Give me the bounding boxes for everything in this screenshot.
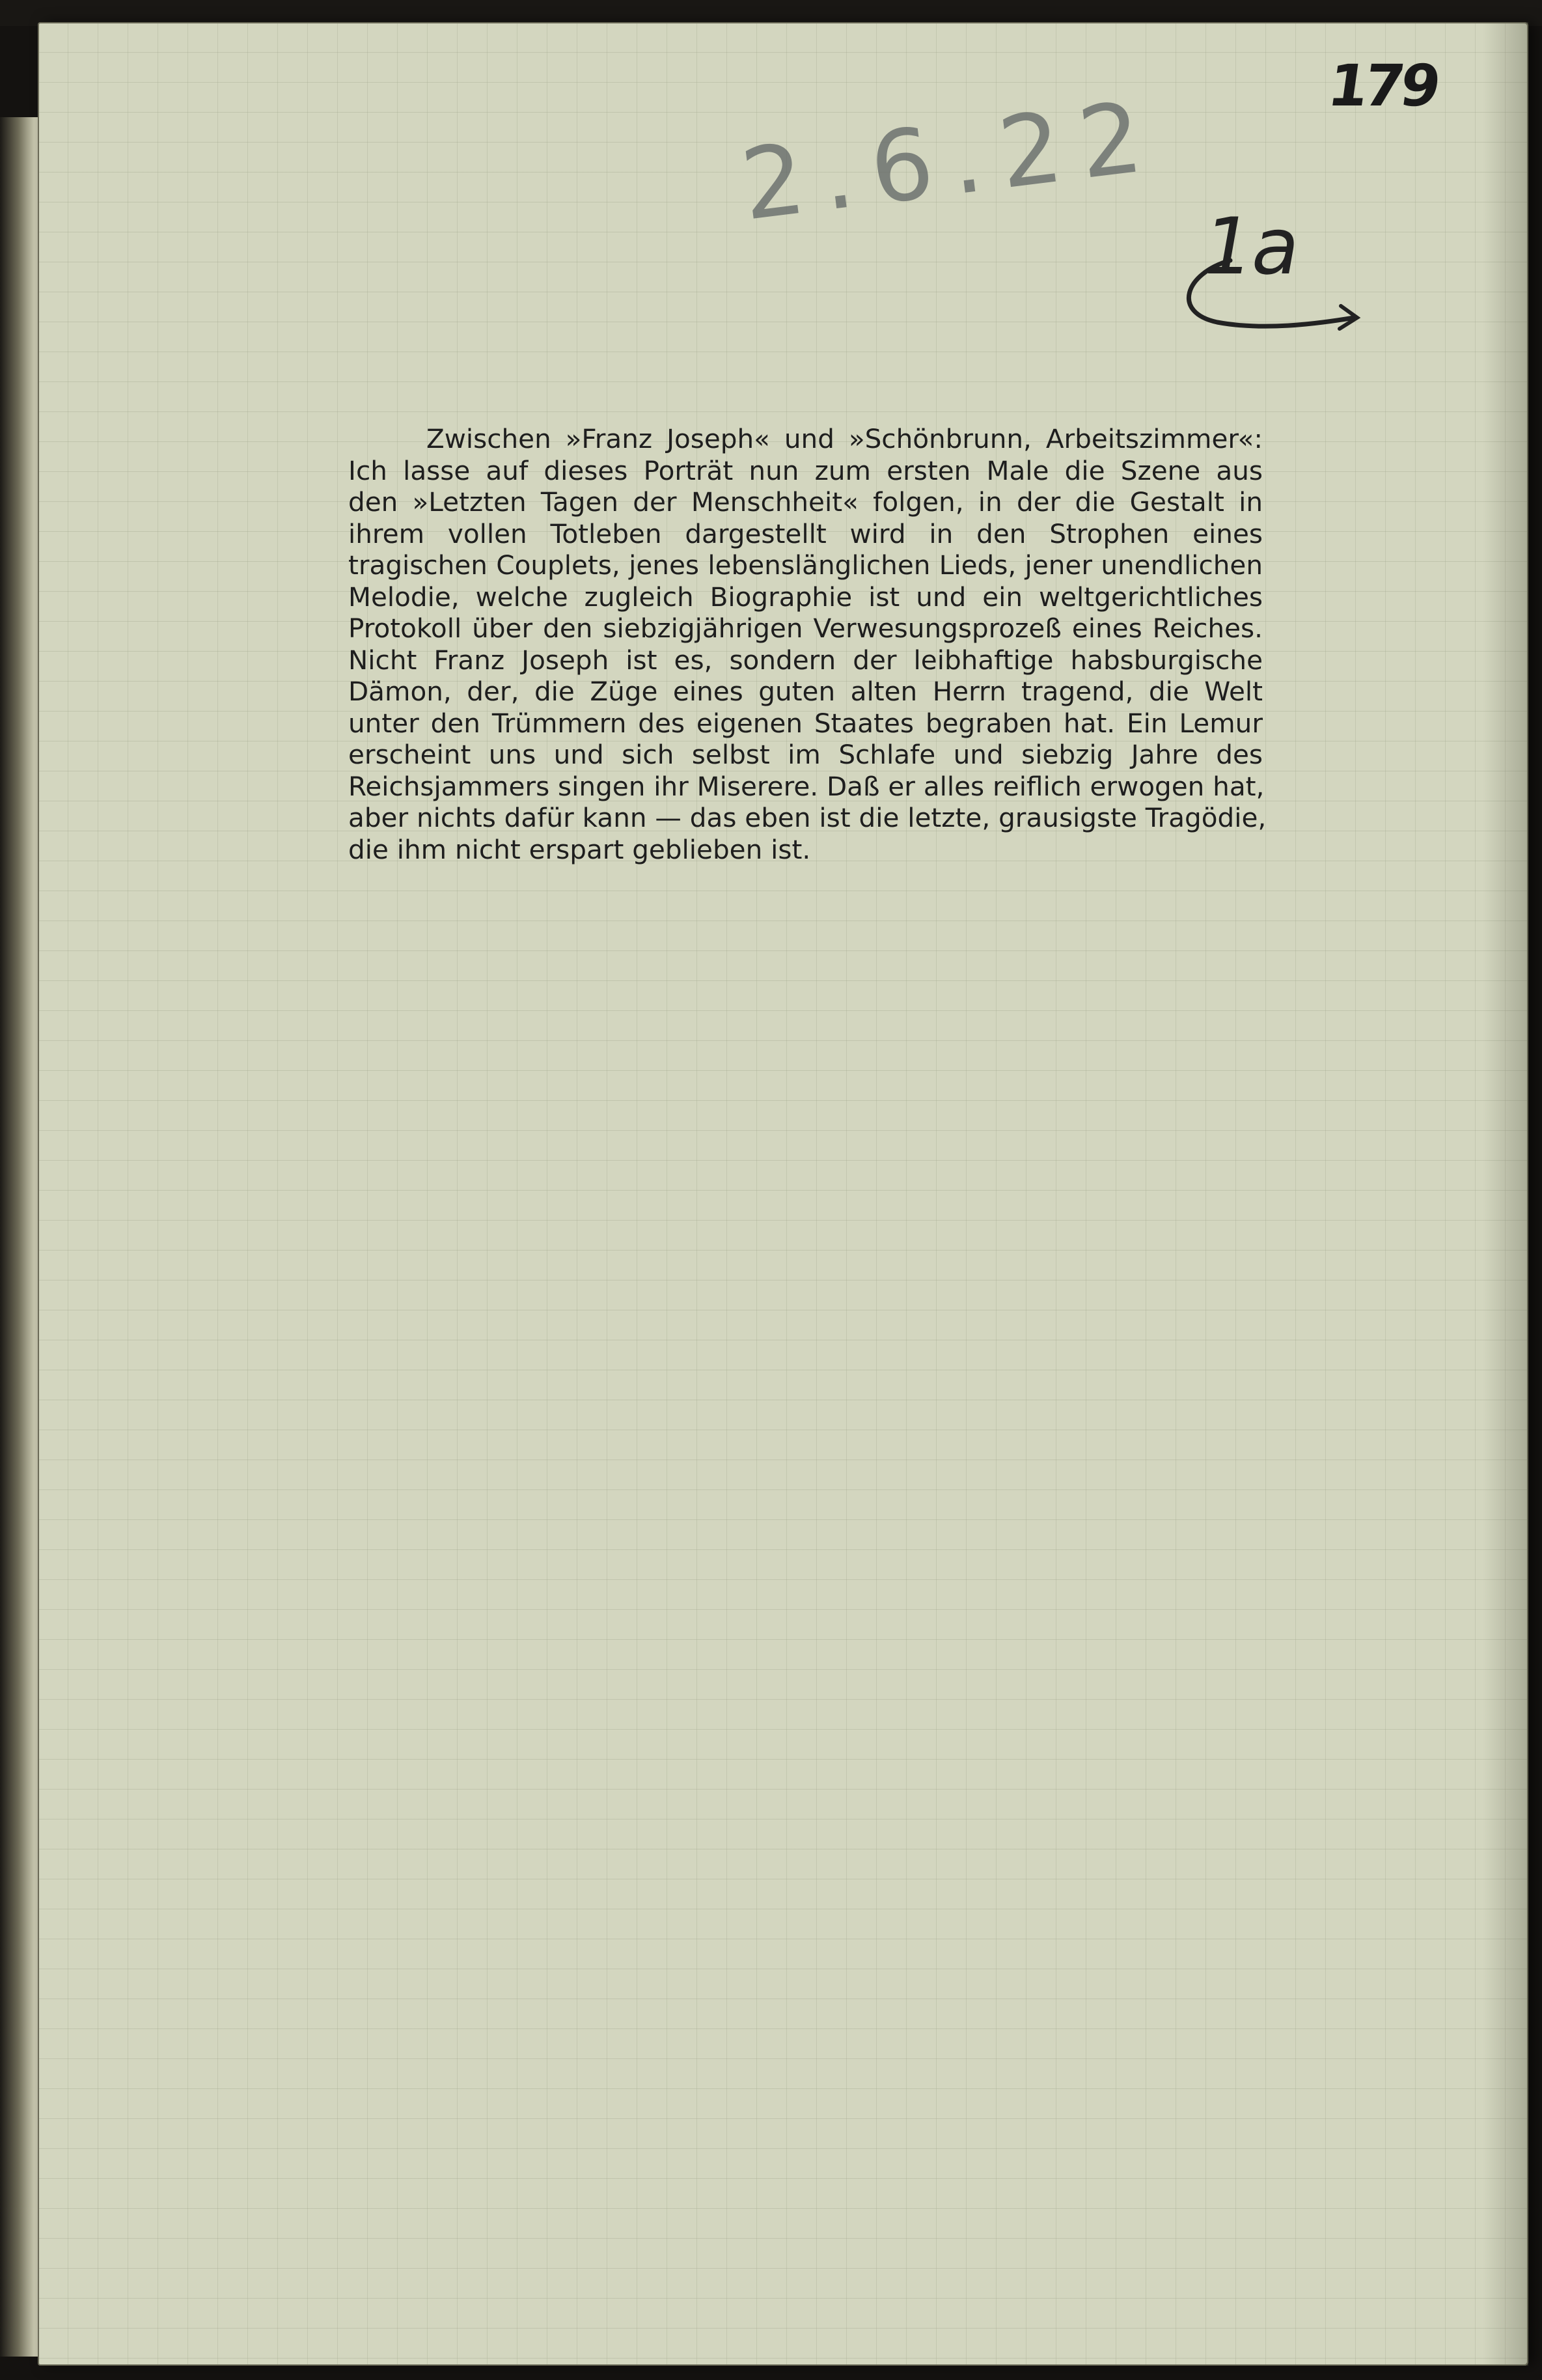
passage-line: ihrem vollen Totleben dargestellt wird in den Strophen eines [348,518,1263,549]
passage-line: den »Letzten Tagen der Menschheit« folgen, in der die Gestalt in [348,486,1263,518]
passage-line: Nicht Franz Joseph ist es, sondern der leibhaftige habsburgische [348,644,1263,676]
page-edge-shadow [1483,22,1528,2366]
passage-line: unter den Trümmern des eigenen Staates begraben hat. Ein Lemur [348,707,1263,739]
page-mark: 1a [1195,202,1309,292]
passage-line: aber nichts dafür kann — das eben ist die letzte, grausigste Tragödie, [348,802,1267,833]
pencil-date: 2.6.22 [736,79,1166,243]
passage-line: Melodie, welche zugleich Biographie ist und ein weltgerichtliches [348,581,1263,613]
passage-line: Ich lasse auf dieses Porträt nun zum ersten Male die Szene aus [348,454,1263,486]
folio-number: 179 [1323,52,1442,119]
passage-line: tragischen Couplets, jenes lebenslänglichen Lieds, jener unendlichen [348,549,1263,581]
passage-line: erscheint uns und sich selbst im Schlafe und siebzig Jahre des [348,739,1263,770]
passage-text [348,423,1267,865]
passage-line: die ihm nicht erspart geblieben ist. [348,833,811,865]
passage-line: Protokoll über den siebzigjährigen Verwesungsprozeß eines Reiches. [348,613,1263,644]
mark-arrow-icon [1159,247,1373,339]
passage-line: Reichsjammers singen ihr Miserere. Daß er alles reiflich erwogen hat, [348,770,1265,802]
passage-line: Dämon, der, die Züge eines guten alten Herrn tragend, die Welt [348,676,1263,707]
passage-line: Zwischen »Franz Joseph« und »Schönbrunn, Arbeitszimmer«: [426,423,1263,454]
document-page [38,22,1528,2366]
